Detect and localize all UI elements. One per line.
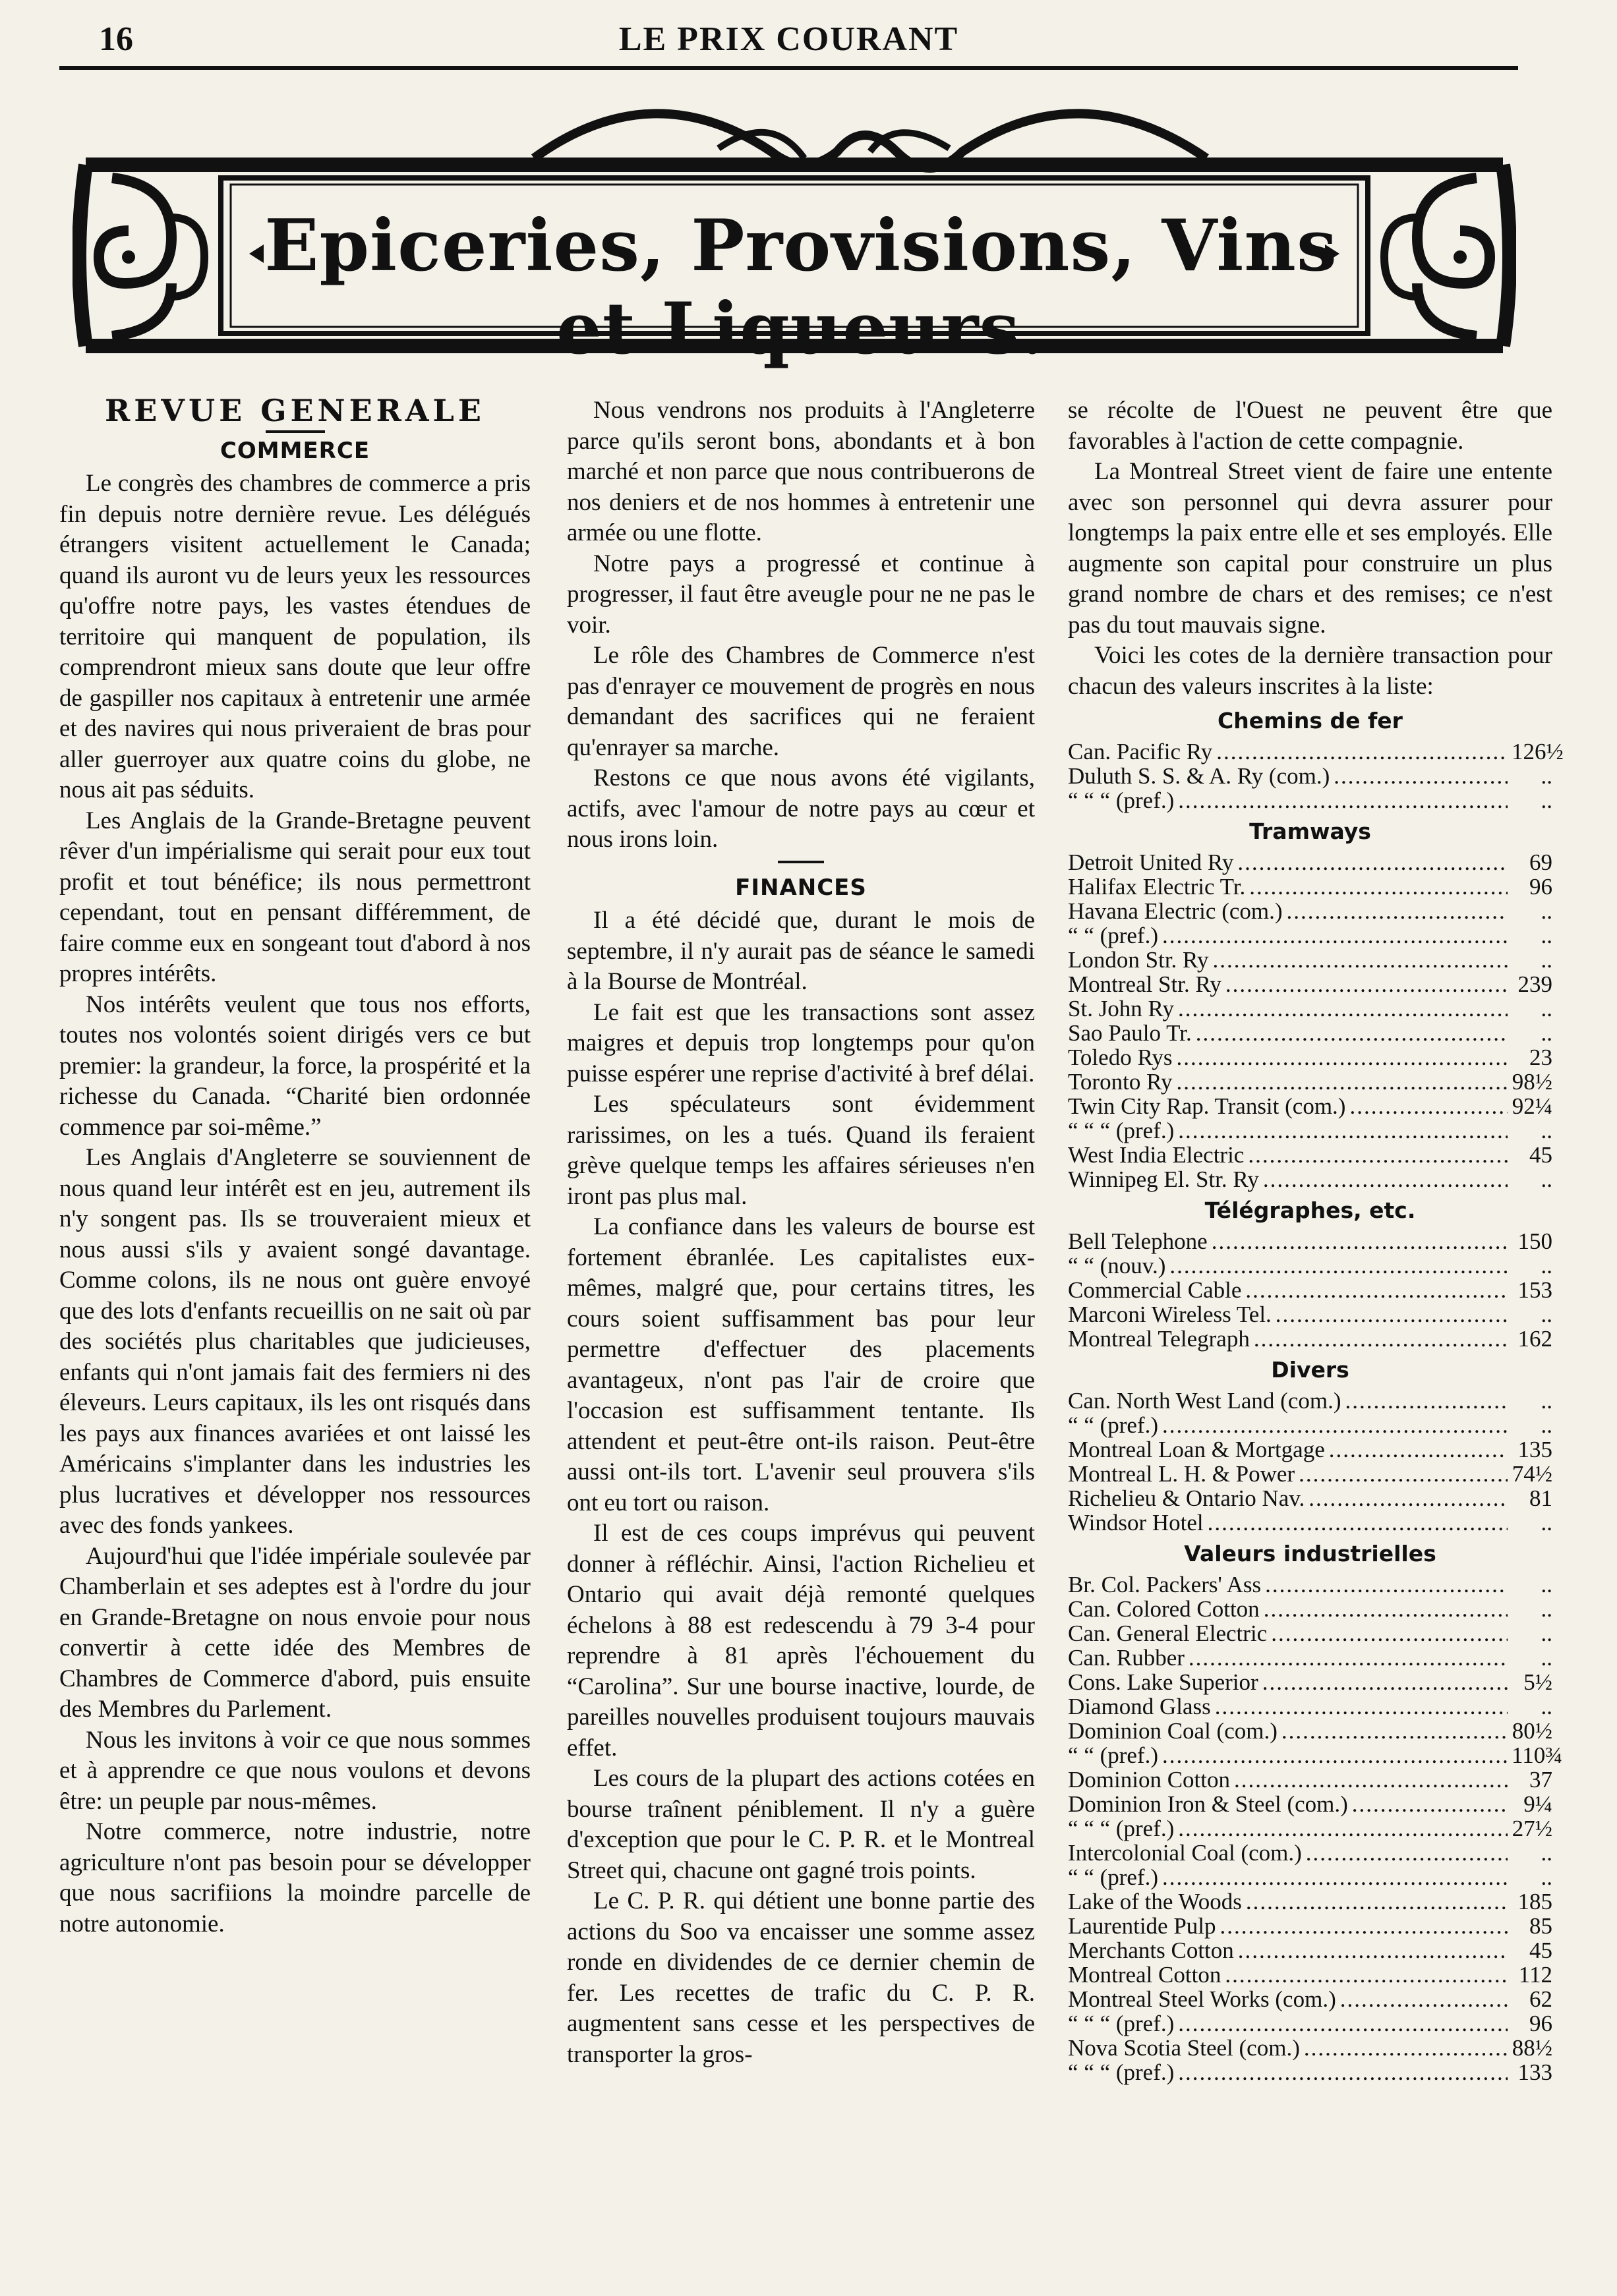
paragraph: Le C. P. R. qui détient une bonne partie des actions du Soo va encaisser une somme assez ronde en dividendes de ce dernier chemin de fer. Les recettes de trafic du C. P. R. augmentent sans cesse et les perspectives de transporter la gros- (567, 1887, 1035, 2068)
header-rule (59, 66, 1518, 70)
security-name: “ “ “ (pref.) (1068, 2011, 1175, 2036)
dot-leader (1276, 1302, 1508, 1327)
quote-value: .. (1541, 1572, 1552, 1597)
dot-leader (1249, 875, 1508, 899)
security-name: Can. Colored Cotton (1068, 1596, 1260, 1622)
quote-row (1068, 1389, 1552, 1413)
dot-leader (1237, 850, 1508, 875)
dot-leader (1263, 1167, 1508, 1191)
paragraph: La Montreal Street vient de faire une entente avec son personnel qui devra assurer pour longtemps la paix entre elle et ses employés. Elle augmente son capital pour construire un plus grand nombre de chars et des remises; ce n'est pas du tout mauvais signe. (1068, 458, 1552, 639)
security-name: Laurentide Pulp (1068, 1913, 1216, 1939)
security-name: “ “ “ (pref.) (1068, 2059, 1175, 2085)
dot-leader (1271, 1621, 1508, 1646)
column-3 (1068, 395, 1564, 2085)
dot-leader (1215, 1694, 1508, 1719)
dot-leader (1225, 972, 1508, 996)
quote-value: .. (1541, 763, 1552, 789)
security-name: Montreal Steel Works (com.) (1068, 1986, 1336, 2012)
quote-row (1068, 850, 1552, 875)
quote-row (1068, 1841, 1552, 1865)
quote-section-title: Valeurs industrielles (1184, 1541, 1436, 1566)
quote-row (1068, 1767, 1552, 1792)
paragraph: Notre commerce, notre industrie, notre agriculture n'ont pas besoin pour se développer que nous sacrifiions la moindre parcelle de notre autonomie. (59, 1818, 531, 1937)
security-name: Intercolonial Coal (com.) (1068, 1840, 1302, 1866)
quote-value: .. (1541, 1388, 1552, 1414)
quote-value: 96 (1529, 874, 1552, 900)
quote-value: .. (1541, 1302, 1552, 1327)
security-name: Toronto Ry (1068, 1069, 1173, 1095)
quote-row (1068, 996, 1552, 1021)
security-name: Montreal Loan & Mortgage (1068, 1437, 1325, 1462)
quote-value: 37 (1529, 1767, 1552, 1793)
quote-value: .. (1541, 947, 1552, 973)
paragraph: se récolte de l'Ouest ne peuvent être que favorables à l'action de cette compagnie. (1068, 397, 1552, 455)
security-name: “ “ “ (pref.) (1068, 788, 1175, 813)
quote-row (1068, 1094, 1552, 1118)
article-heading: REVUE GENERALE (105, 393, 485, 428)
quote-row (1068, 1646, 1552, 1670)
dot-leader (1178, 1816, 1508, 1841)
security-name: “ “ “ (pref.) (1068, 1118, 1175, 1143)
paragraph: Les spéculateurs sont évidemment rarissimes, on les a tués. Quand ils feraient grève quelque temps les affaires sérieuses n'en iront pas plus mal. (567, 1091, 1035, 1210)
security-name: “ “ (pref.) (1068, 1412, 1158, 1438)
quote-value: 69 (1529, 849, 1552, 875)
security-name: Can. General Electric (1068, 1621, 1268, 1646)
column-1 (59, 395, 531, 1939)
paragraph: Les Anglais de la Grande-Bretagne peuvent rêver d'un impérialisme qui serait pour eux tout profit et tout bénéfice; ils nous permettront cependant, tout en pensant différemment, de faire comme eux en songeant tout d'abord à nos propres intérêts. (59, 807, 531, 987)
dot-leader (1329, 1437, 1508, 1462)
security-name: Can. Pacific Ry (1068, 739, 1213, 764)
quote-value: .. (1541, 996, 1552, 1021)
quote-value: 5½ (1523, 1669, 1552, 1695)
quote-row (1068, 1021, 1552, 1045)
quote-value: .. (1541, 898, 1552, 924)
quote-value: 9¼ (1523, 1791, 1552, 1817)
section-title: Epiceries, Provisions, Vins et Liqueurs. (264, 204, 1338, 370)
quote-row (1068, 1670, 1552, 1694)
dot-leader (1304, 2036, 1508, 2060)
quote-value: .. (1541, 1166, 1552, 1192)
quote-row (1068, 1143, 1552, 1167)
security-name: Dominion Cotton (1068, 1767, 1230, 1793)
security-name: West India Electric (1068, 1142, 1245, 1168)
quote-row (1068, 2036, 1552, 2060)
paragraph: Nous les invitons à voir ce que nous sommes et à apprendre ce que nous voulons et devons être: un peuple par nous-mêmes. (59, 1726, 531, 1815)
quote-value: 153 (1517, 1277, 1552, 1303)
quote-row (1068, 1694, 1552, 1719)
quote-row (1068, 1253, 1552, 1278)
quote-section-title: Divers (1271, 1357, 1349, 1383)
quote-value: .. (1541, 1621, 1552, 1646)
quote-row (1068, 788, 1552, 813)
dot-leader (1208, 1510, 1508, 1535)
quote-value: .. (1541, 1694, 1552, 1719)
dot-leader (1178, 1118, 1508, 1143)
quote-row (1068, 1070, 1552, 1094)
dot-leader (1225, 1963, 1508, 1987)
quote-value: 96 (1529, 2011, 1552, 2036)
security-name: Toledo Rys (1068, 1045, 1173, 1070)
dot-leader (1178, 996, 1508, 1021)
quote-row (1068, 1865, 1552, 1889)
quote-value: .. (1541, 1118, 1552, 1143)
quote-row (1068, 2060, 1552, 2084)
paragraph: Il a été décidé que, durant le mois de septembre, il n'y aurait pas de séance le samedi à la Bourse de Montréal. (567, 907, 1035, 995)
quote-row (1068, 1486, 1552, 1510)
security-name: St. John Ry (1068, 996, 1175, 1021)
quote-value: .. (1541, 1864, 1552, 1890)
security-name: Commercial Cable (1068, 1277, 1242, 1303)
dot-leader (1281, 1719, 1508, 1743)
dot-leader (1238, 1938, 1508, 1963)
quote-row (1068, 739, 1564, 764)
security-name: Diamond Glass (1068, 1694, 1211, 1719)
quote-section-title: Chemins de fer (1218, 708, 1403, 733)
quote-section-title: Télégraphes, etc. (1204, 1197, 1416, 1223)
quote-row (1068, 1816, 1552, 1841)
dot-leader (1308, 1486, 1508, 1510)
dot-leader (1178, 788, 1508, 813)
dot-leader (1262, 1670, 1508, 1694)
paragraph: Le fait est que les transactions sont assez maigres et depuis trop longtemps pour qu'on puisse espérer une reprise d'activité à bref délai. (567, 998, 1035, 1087)
quote-value: 45 (1529, 1142, 1552, 1168)
divider (778, 861, 824, 863)
security-name: Br. Col. Packers' Ass (1068, 1572, 1262, 1597)
security-name: “ “ (pref.) (1068, 923, 1158, 948)
quote-value: 80½ (1512, 1718, 1552, 1744)
paragraph: Nous vendrons nos produits à l'Angleterre parce qu'ils seront bons, abondants et à bon marché et non parce que nous contribuerons de nos deniers et de nos hommes à entretenir une armée ou une flotte. (567, 397, 1035, 546)
paragraph: Notre pays a progressé et continue à progresser, il faut être aveugle pour ne ne pas le voir. (567, 550, 1035, 639)
quote-value: 45 (1529, 1937, 1552, 1963)
quote-row (1068, 1167, 1552, 1191)
security-name: Windsor Hotel (1068, 1510, 1204, 1535)
security-name: Dominion Coal (com.) (1068, 1718, 1278, 1744)
dot-leader (1196, 1021, 1508, 1045)
paragraph: Il est de ces coups imprévus qui peuvent donner à réfléchir. Ainsi, l'action Richelieu et Ontario qui avait déjà remonté quelques échelons à 88 est redescendu à 79 3-4 pour reprendre à 81 après l'échouement du “Carolina”. Sur une bourse inactive, lourde, de pareilles nouvelles produisent toujours mauvais effet. (567, 1520, 1035, 1762)
quote-row (1068, 1597, 1552, 1621)
journal-title: LE PRIX COURANT (618, 20, 959, 58)
quote-row (1068, 1510, 1552, 1535)
security-name: Havana Electric (com.) (1068, 898, 1283, 924)
quote-value: 88½ (1512, 2035, 1552, 2061)
quote-section-title: Tramways (1249, 818, 1371, 844)
quote-value: 81 (1529, 1485, 1552, 1511)
quote-row (1068, 948, 1552, 972)
dot-leader (1216, 739, 1508, 764)
paragraph: La confiance dans les valeurs de bourse est fortement ébranlée. Les capitalistes eux-mêmes, malgré que, pour certains titres, les cours soient suffisamment bas pour leur permettre d'effectuer des placements avantageux, n'ont pas l'air de croire que l'occasion est suffisamment tentante. Ils attendent et peut-être ont-ils raison. Peut-être aussi ont-ils tort. L'avenir seul prouvera s'ils ont eu tort ou raison. (567, 1213, 1035, 1516)
dot-leader (1334, 764, 1508, 788)
paragraph: Voici les cotes de la dernière transaction pour chacun des valeurs inscrites à la liste: (1068, 642, 1552, 700)
security-name: Cons. Lake Superior (1068, 1669, 1258, 1695)
quote-row (1068, 1437, 1552, 1462)
quote-value: 135 (1517, 1437, 1552, 1462)
security-name: Can. North West Land (com.) (1068, 1388, 1341, 1414)
quote-row (1068, 1963, 1552, 1987)
quote-value: .. (1541, 1645, 1552, 1671)
quote-value: .. (1541, 1412, 1552, 1438)
security-name: Halifax Electric Tr. (1068, 874, 1246, 900)
paragraph: Le rôle des Chambres de Commerce n'est pas d'enrayer ce mouvement de progrès en nous demandant des sacrifices qui ne feraient qu'enrayer sa marche. (567, 642, 1035, 761)
security-name: Detroit United Ry (1068, 849, 1234, 875)
security-name: Lake of the Woods (1068, 1889, 1242, 1914)
security-name: “ “ (pref.) (1068, 1864, 1158, 1890)
security-name: Montreal Telegraph (1068, 1326, 1250, 1352)
quote-row (1068, 1889, 1552, 1914)
dot-leader (1162, 923, 1508, 948)
stock-quotes-table (1068, 708, 1564, 2085)
dot-leader (1212, 1229, 1508, 1253)
dot-leader (1264, 1597, 1508, 1621)
security-name: London Str. Ry (1068, 947, 1209, 973)
quote-row (1068, 875, 1552, 899)
page-number: 16 (99, 20, 133, 58)
security-name: Richelieu & Ontario Nav. (1068, 1485, 1305, 1511)
dot-leader (1162, 1743, 1508, 1767)
dot-leader (1349, 1094, 1508, 1118)
security-name: “ “ “ (pref.) (1068, 1816, 1175, 1841)
paragraph: Les cours de la plupart des actions cotées en bourse traînent péniblement. Il n'y a guère d'exception que pour le C. P. R. et le Montreal Street qui, chacune ont gagné trois points. (567, 1765, 1035, 1884)
security-name: Dominion Iron & Steel (com.) (1068, 1791, 1348, 1817)
dot-leader (1178, 2011, 1508, 2036)
divider (266, 430, 325, 433)
quote-row (1068, 1719, 1552, 1743)
quote-row (1068, 1462, 1552, 1486)
quote-row (1068, 1621, 1552, 1646)
quote-value: .. (1541, 1596, 1552, 1622)
dot-leader (1162, 1865, 1508, 1889)
quote-value: .. (1541, 1510, 1552, 1535)
quote-row (1068, 1792, 1552, 1816)
quote-value: 23 (1529, 1045, 1552, 1070)
dot-leader (1265, 1572, 1508, 1597)
dot-leader (1162, 1413, 1508, 1437)
paragraph: Aujourd'hui que l'idée impériale soulevée par Chamberlain et ses adeptes est à l'ordre du jour en Grande-Bretagne on nous envoie pour nous convertir à cette idée des Membres de Chambres de Commerce d'abord, puis ensuite des Membres du Parlement. (59, 1542, 531, 1723)
dot-leader (1352, 1792, 1508, 1816)
dot-leader (1234, 1767, 1508, 1792)
quote-row (1068, 1118, 1552, 1143)
security-name: Bell Telephone (1068, 1228, 1208, 1254)
finances-subheading: FINANCES (735, 874, 867, 901)
dot-leader (1248, 1143, 1508, 1167)
quote-value: 62 (1529, 1986, 1552, 2012)
dot-leader (1299, 1462, 1508, 1486)
quote-row (1068, 2011, 1552, 2036)
security-name: Montreal L. H. & Power (1068, 1461, 1295, 1487)
security-name: Sao Paulo Tr. (1068, 1020, 1192, 1046)
quote-row (1068, 972, 1552, 996)
paragraph: Le congrès des chambres de commerce a pris fin depuis notre dernière revue. Les délégués étrangers visitent actuellement le Canada; quand ils auront vu de leurs yeux les ressources qu'offre notre pays, les vastes étendues de territoire qui manquent de population, ils comprendront mieux sans doute que leur offre de gaspiller nos capitaux à entretenir une armée et des navires qui nous priveraient de bras pour aller guerroyer aux quatre coins du globe, ne nous ait pas séduits. (59, 470, 531, 803)
security-name: Can. Rubber (1068, 1645, 1185, 1671)
dot-leader (1220, 1914, 1508, 1938)
quote-row (1068, 1327, 1552, 1351)
security-name: “ “ (pref.) (1068, 1742, 1158, 1768)
quote-value: .. (1541, 1020, 1552, 1046)
security-name: Winnipeg El. Str. Ry (1068, 1166, 1259, 1192)
quote-row (1068, 1229, 1552, 1253)
dot-leader (1340, 1987, 1508, 2011)
dot-leader (1178, 2060, 1508, 2084)
dot-leader (1254, 1327, 1508, 1351)
dot-leader (1306, 1841, 1508, 1865)
dot-leader (1246, 1889, 1508, 1914)
quote-row (1068, 1045, 1552, 1070)
quote-row (1068, 1938, 1552, 1963)
commerce-subheading: COMMERCE (220, 437, 370, 464)
quote-value: .. (1541, 1840, 1552, 1866)
quote-value: 92¼ (1512, 1093, 1552, 1119)
security-name: “ “ (nouv.) (1068, 1253, 1166, 1278)
quote-value: 133 (1517, 2059, 1552, 2085)
quote-row (1068, 764, 1552, 788)
security-name: Marconi Wireless Tel. (1068, 1302, 1272, 1327)
quote-row (1068, 1572, 1552, 1597)
page-header (59, 20, 1518, 66)
quote-value: 150 (1517, 1228, 1552, 1254)
quote-row (1068, 1278, 1552, 1302)
dot-leader (1213, 948, 1508, 972)
security-name: Duluth S. S. & A. Ry (com.) (1068, 763, 1330, 789)
security-name: Montreal Cotton (1068, 1962, 1221, 1988)
quote-row (1068, 899, 1552, 923)
security-name: Twin City Rap. Transit (com.) (1068, 1093, 1346, 1119)
quote-value: 126½ (1512, 739, 1564, 764)
paragraph: Nos intérêts veulent que tous nos efforts, toutes nos volontés soient dirigés vers ce but premier: la grandeur, la force, la prospérité et la richesse du Canada. “Charité bien ordonnée commence par soi-même.” (59, 990, 531, 1141)
dot-leader (1169, 1253, 1508, 1278)
quote-value: 27½ (1512, 1816, 1552, 1841)
quote-value: 85 (1529, 1913, 1552, 1939)
dot-leader (1177, 1070, 1508, 1094)
quote-value: 74½ (1512, 1461, 1552, 1487)
quote-value: .. (1541, 1253, 1552, 1278)
quote-row (1068, 1914, 1552, 1938)
quote-value: 112 (1518, 1962, 1552, 1988)
quote-row (1068, 1413, 1552, 1437)
security-name: Montreal Str. Ry (1068, 971, 1221, 997)
dot-leader (1287, 899, 1508, 923)
security-name: Nova Scotia Steel (com.) (1068, 2035, 1300, 2061)
quote-value: 239 (1517, 971, 1552, 997)
quote-row (1068, 1742, 1563, 1768)
quote-value: 185 (1517, 1889, 1552, 1914)
dot-leader (1345, 1389, 1508, 1413)
quote-value: .. (1541, 788, 1552, 813)
quote-value: .. (1541, 923, 1552, 948)
paragraph: Restons ce que nous avons été vigilants, actifs, avec l'amour de notre pays au cœur et nous irons loin. (567, 764, 1035, 853)
quote-row (1068, 1302, 1552, 1327)
quote-row (1068, 1987, 1552, 2011)
security-name: Merchants Cotton (1068, 1937, 1234, 1963)
dot-leader (1189, 1646, 1508, 1670)
dot-leader (1177, 1045, 1508, 1070)
column-2 (567, 395, 1035, 2070)
quote-value: 98½ (1512, 1069, 1552, 1095)
dot-leader (1245, 1278, 1508, 1302)
quote-value: 162 (1517, 1326, 1552, 1352)
quote-row (1068, 923, 1552, 948)
paragraph: Les Anglais d'Angleterre se souviennent de nous quand leur intérêt est en jeu, autrement ils n'y songent pas. Ils se trouveraient mieux et nous aussi s'ils y avaient songé davantage. Comme colons, ils ne nous ont guère envoyé que des lots d'enfants recueillis on ne sait où par des sociétés plus charitables que judicieuses, enfants qui n'ont jamais fait des fermiers ni des éleveurs. Leurs capitaux, ils les ont risqués dans les pays aux finances avariées et ont laissé les Américains s'implanter dans les industries les plus lucratives et développer nos ressources avec des fonds yankees. (59, 1144, 531, 1539)
quote-value: 110¾ (1512, 1742, 1563, 1768)
